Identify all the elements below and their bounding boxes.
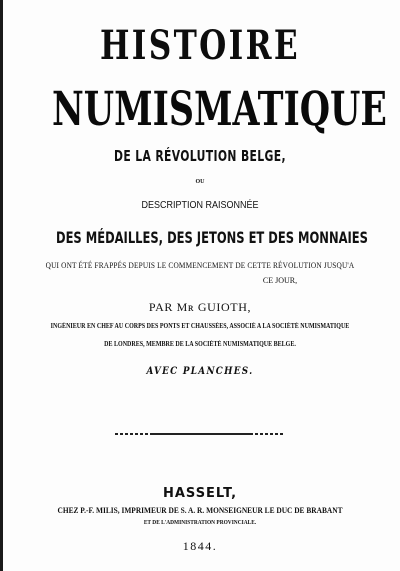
imprint-printer-administration: ET DE L'ADMINISTRATION PROVINCIALE. xyxy=(143,520,257,526)
subtitle-line-1: QUI ONT ÉTÉ FRAPPÉS DEPUIS LE COMMENCEMENT DE CETTE RÉVOLUTION JUSQU'A xyxy=(45,260,355,270)
conjunction-ou: OU xyxy=(195,179,205,185)
imprint-printer: CHEZ P.-F. MILIS, IMPRIMEUR DE S. A. R. MONSEIGNEUR LE DUC DE BRABANT xyxy=(57,505,343,515)
author-role-line-2: DE LONDRES, MEMBRE DE LA SOCIÉTÉ NUMISMATIQUE BELGE. xyxy=(104,340,296,348)
ornamental-rule-center xyxy=(150,433,250,435)
title-histoire: HISTOIRE xyxy=(99,22,301,69)
author-role-line-1: INGÉNIEUR EN CHEF AU CORPS DES PONTS ET CHAUSSÉES, ASSOCIÉ A LA SOCIÉTÉ NUMISMATIQUE xyxy=(50,322,350,330)
imprint-year: 1844. xyxy=(182,539,218,553)
author-name: PAR Mʀ GUIOTH, xyxy=(148,300,252,314)
title-numismatique: NUMISMATIQUE xyxy=(52,82,387,137)
plates-note: AVEC PLANCHES. xyxy=(146,366,254,377)
imprint-city: HASSELT, xyxy=(162,486,238,501)
subtitle-line-2: CE JOUR, xyxy=(262,276,298,285)
description-subject: DES MÉDAILLES, DES JETONS ET DES MONNAIES xyxy=(56,228,368,247)
description-intro: DESCRIPTION RAISONNÉE xyxy=(141,200,259,211)
title-revolution-belge: DE LA RÉVOLUTION BELGE, xyxy=(114,147,286,165)
